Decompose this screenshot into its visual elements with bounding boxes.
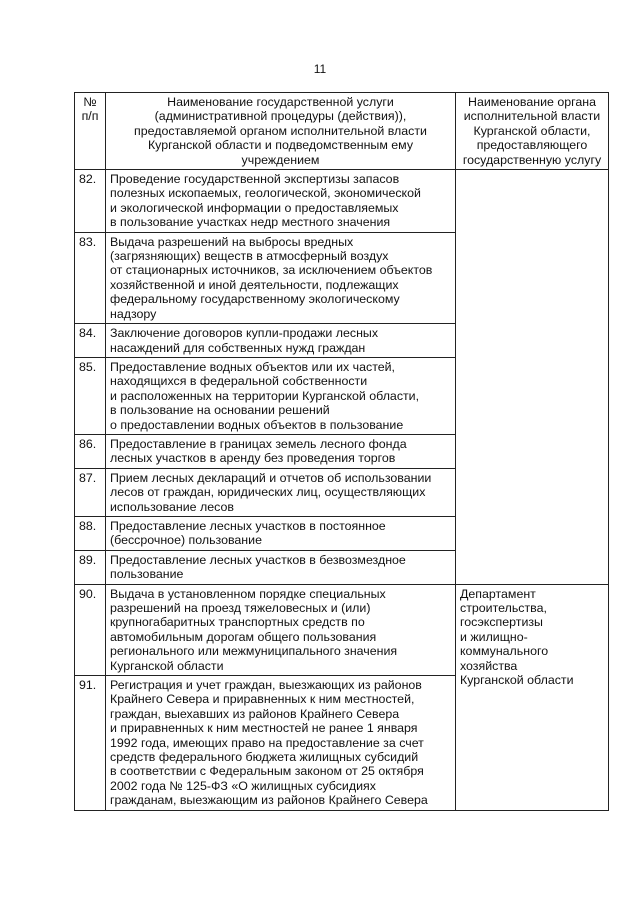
authority-department [456,584,609,810]
header-authority: Наименование органа исполнительной власти Курганской области, предоставляющего государственную услугу [456,93,609,170]
authority-line: госэкспертизы [460,615,543,630]
service-name-line: (бессрочное) пользование [110,533,262,548]
service-name-line: Прием лесных деклараций и отчетов об использовании [110,470,432,485]
authority-line: и жилищно- [460,629,528,644]
authority-cell-empty [456,170,609,585]
row-number: 85. [75,357,106,434]
table-header-row [75,93,609,170]
row-number: 91. [75,676,106,811]
service-name-line: в пользование участках недр местного значения [110,215,391,230]
service-name-line: и экологической информации о предоставляемых [110,200,399,215]
service-name-line: регионального или межмуниципального значения [110,644,398,659]
service-name-line: Крайнего Севера и приравненных к ним местностей, [110,692,415,707]
service-name [106,516,456,550]
service-name-line: автомобильным дорогам общего пользования [110,629,377,644]
service-name-line: лесных участков в аренду без проведения торгов [110,451,396,466]
service-name-line: Выдача в установленном порядке специальных [110,586,386,601]
service-name-line: и расположенных на территории Курганской области, [110,388,420,403]
service-name [106,676,456,811]
service-name-line: Выдача разрешений на выбросы вредных [110,234,354,249]
row-number: 87. [75,468,106,516]
service-name [106,550,456,584]
service-name-line: Заключение договоров купли-продажи лесных [110,326,379,341]
service-name-line: 2002 года № 125-ФЗ «О жилищных субсидиях [110,778,376,793]
service-name-line: насаждений для собственных нужд граждан [110,340,366,355]
header-number: № п/п [75,93,106,170]
row-number: 84. [75,324,106,358]
service-name-line: хозяйственной и иной деятельности, подлежащих [110,277,399,292]
service-name-line: от стационарных источников, за исключением объектов [110,263,433,278]
services-table [74,92,609,811]
authority-line: хозяйства [460,658,518,673]
service-name-line: полезных ископаемых, геологической, экономической [110,186,421,201]
service-name-line: Предоставление лесных участков в постоянное [110,518,386,533]
service-name [106,584,456,675]
service-name [106,468,456,516]
service-name [106,232,456,323]
service-name-line: Предоставление лесных участков в безвозмездное [110,552,406,567]
authority-line: коммунального [460,644,549,659]
service-name-line: разрешений на проезд тяжеловесных и (или) [110,601,371,615]
service-name-line: Проведение государственной экспертизы запасов [110,172,400,187]
service-name [106,170,456,233]
service-name-line: Регистрация и учет граждан, выезжающих из районов [110,678,422,693]
service-name-line: 1992 года, имеющих право на предоставление за счет [110,735,424,750]
service-name-line: лесов от граждан, юридических лиц, осуществляющих [110,485,426,500]
service-name-line: пользование [110,567,184,582]
service-name [106,357,456,434]
service-name [106,324,456,358]
service-name-line: и приравненных к ним местностей не ранее 1 января [110,721,418,736]
service-name-line: средств федерального бюджета жилищных субсидий [110,750,419,765]
service-name-line: крупногабаритных транспортных средств по [110,615,365,630]
service-name-line: граждан, выехавших из районов Крайнего Севера [110,706,400,721]
service-name-line: гражданам, выезжающим из районов Крайнего Севера [110,793,428,808]
service-name-line: в пользование на основании решений [110,403,330,418]
row-number: 89. [75,550,106,584]
service-name-line: находящихся в федеральной собственности [110,374,368,389]
table-body [75,170,609,811]
table-row [75,170,609,233]
authority-line: строительства, [460,601,547,615]
authority-line: Департамент [460,586,536,601]
page-number: 11 [313,62,327,76]
service-name-line: Предоставление водных объектов или их частей, [110,359,395,374]
authority-line: Курганской области [460,673,574,688]
row-number: 82. [75,170,106,233]
row-number: 83. [75,232,106,323]
service-name [106,434,456,468]
service-name-line: (загрязняющих) веществ в атмосферный воздух [110,249,389,264]
row-number: 86. [75,434,106,468]
service-name-line: Предоставление в границах земель лесного фонда [110,436,407,451]
row-number: 90. [75,584,106,675]
header-service-name: Наименование государственной услуги (административной процедуры (действия)), предоставляемой органом исполнительной власти Курганской области и подведомственным ему учреждением [106,93,456,170]
row-number: 88. [75,516,106,550]
service-name-line: о предоставлении водных объектов в пользование [110,417,404,432]
table-row [75,584,609,675]
service-name-line: федеральному государственному экологическому [110,292,400,307]
service-name-line: надзору [110,306,157,321]
service-name-line: Курганской области [110,658,224,673]
service-name-line: в соответствии с Федеральным законом от 25 октября [110,764,424,779]
service-name-line: использование лесов [110,499,234,514]
